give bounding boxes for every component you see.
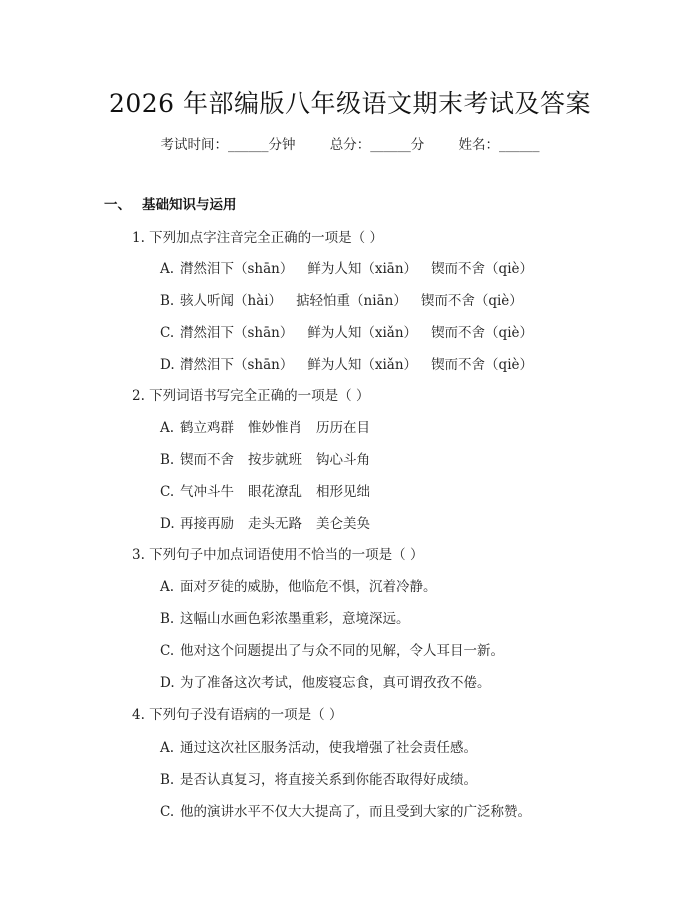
page-title: 2026 年部编版八年级语文期末考试及答案 [108, 89, 592, 118]
option-text: 为了准备这次考试，他废寝忘食，真可谓孜孜不倦。 [180, 675, 491, 691]
option-label: B. [160, 293, 175, 309]
option-word: 走头无路 [248, 516, 302, 532]
question-stem: 3. 下列句子中加点词语使用不恰当的一项是（ ） [132, 547, 424, 563]
option-label: B. [160, 772, 175, 788]
option-row [160, 321, 547, 341]
option-word: 掂轻怕重（niān） [296, 293, 407, 309]
exam-info-line [0, 133, 700, 153]
option-label: A. [160, 261, 175, 277]
section-label: 基础知识与运用 [142, 197, 237, 213]
option-text: 面对歹徒的威胁，他临危不惧，沉着冷静。 [180, 579, 437, 595]
option-row [160, 480, 384, 500]
option-label: A. [160, 420, 175, 436]
exam-time-field: 考试时间：______分钟 [160, 137, 296, 153]
option-word: 再接再励 [180, 516, 234, 532]
option-label: B. [160, 452, 175, 468]
option-word: 锲而不舍（qiè） [420, 293, 523, 309]
total-score-field: 总分：______分 [329, 137, 425, 153]
option-label: C. [160, 484, 175, 500]
option-word: 鹤立鸡群 [180, 420, 234, 436]
option-label: C. [160, 804, 175, 820]
option-text: 通过这次社区服务活动，使我增强了社会责任感。 [180, 740, 477, 756]
option-word: 锲而不舍（qiè） [431, 261, 534, 277]
option-word: 骇人听闻（hài） [180, 293, 283, 309]
option-word: 潸然泪下（shān） [180, 261, 294, 277]
option-text: 这幅山水画色彩浓墨重彩，意境深远。 [180, 611, 410, 627]
option-label: C. [160, 643, 175, 659]
option-label: A. [160, 740, 175, 756]
option-row [160, 289, 537, 309]
option-text: 他对这个问题提出了与众不同的见解，令人耳目一新。 [180, 643, 504, 659]
option-row [160, 800, 531, 820]
question-stem: 1. 下列加点字注音完全正确的一项是（ ） [132, 230, 383, 246]
option-word: 眼花潦乱 [248, 484, 302, 500]
section-number: 一、 [104, 197, 131, 213]
option-label: B. [160, 611, 175, 627]
option-row [160, 512, 384, 532]
option-word: 潸然泪下（shān） [180, 357, 294, 373]
option-text: 他的演讲水平不仅大大提高了，而且受到大家的广泛称赞。 [180, 804, 531, 820]
option-word: 钩心斗角 [316, 452, 370, 468]
option-word: 气冲斗牛 [180, 484, 234, 500]
option-row [160, 607, 410, 627]
option-label: D. [160, 516, 175, 532]
option-row [160, 257, 547, 277]
option-row [160, 575, 437, 595]
option-word: 锲而不舍 [180, 452, 234, 468]
option-word: 美仑美奂 [316, 516, 370, 532]
option-row [160, 671, 491, 691]
student-name-field: 姓名：______ [458, 137, 540, 153]
option-row [160, 639, 504, 659]
option-label: C. [160, 325, 175, 341]
option-label: D. [160, 357, 175, 373]
question-stem: 2. 下列词语书写完全正确的一项是（ ） [132, 388, 370, 404]
option-row [160, 353, 547, 373]
option-label: D. [160, 675, 175, 691]
option-word: 惟妙惟肖 [248, 420, 302, 436]
option-word: 锲而不舍（qiè） [431, 357, 534, 373]
option-row [160, 416, 384, 436]
section-heading [104, 193, 237, 213]
option-word: 历历在目 [316, 420, 370, 436]
option-word: 鲜为人知（xiān） [307, 261, 418, 277]
option-word: 鲜为人知（xiǎn） [307, 357, 418, 373]
option-word: 潸然泪下（shān） [180, 325, 294, 341]
option-word: 相形见绌 [316, 484, 370, 500]
option-row [160, 448, 384, 468]
option-row [160, 768, 477, 788]
option-row [160, 736, 477, 756]
question-stem: 4. 下列句子没有语病的一项是（ ） [132, 707, 343, 723]
option-word: 锲而不舍（qiè） [431, 325, 534, 341]
option-word: 按步就班 [248, 452, 302, 468]
option-label: A. [160, 579, 175, 595]
option-text: 是否认真复习，将直接关系到你能否取得好成绩。 [180, 772, 477, 788]
option-word: 鲜为人知（xiǎn） [307, 325, 418, 341]
